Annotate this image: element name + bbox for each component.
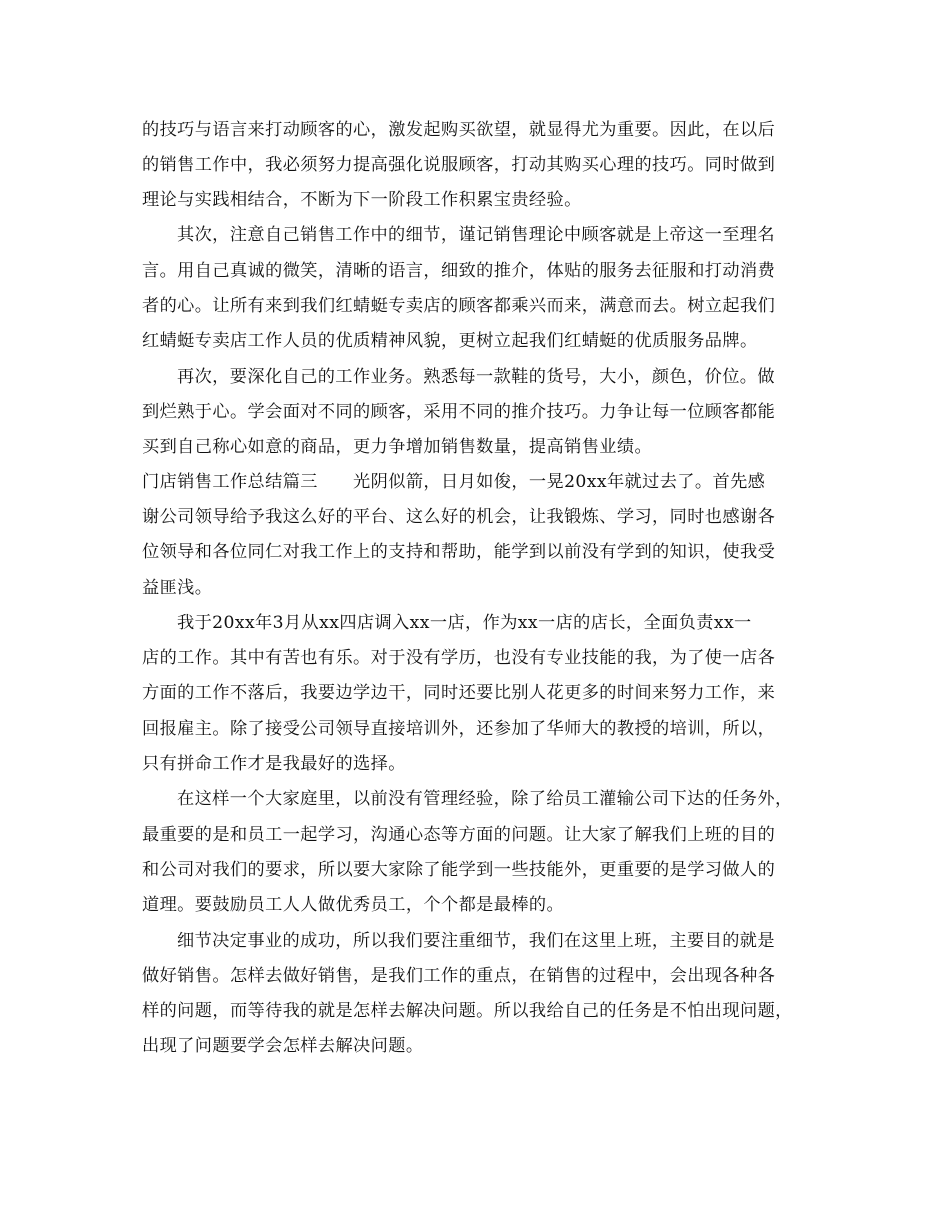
text-line: 位领导和各位同仁对我工作上的支持和帮助，能学到以前没有学到的知识，使我受 <box>142 542 776 562</box>
text-line: 最重要的是和员工一起学习，沟通心态等方面的问题。让大家了解我们上班的目的 <box>142 825 776 845</box>
text-line: 到烂熟于心。学会面对不同的顾客，采用不同的推介技巧。力争让每一位顾客都能 <box>142 402 776 422</box>
text-line: 样的问题，而等待我的就是怎样去解决问题。所以我给自己的任务是不怕出现问题， <box>142 1001 793 1021</box>
text-line: 红蜻蜓专卖店工作人员的优质精神风貌，更树立起我们红蜻蜓的优质服务品牌。 <box>142 331 758 351</box>
text-line: 者的心。让所有来到我们红蜻蜓专卖店的顾客都乘兴而来，满意而去。树立起我们 <box>142 296 776 316</box>
text-line: 店的工作。其中有苦也有乐。对于没有学历，也没有专业技能的我，为了使一店各 <box>142 648 776 668</box>
text-line: 谢公司领导给予我这么好的平台、这么好的机会，让我锻炼、学习，同时也感谢各 <box>142 507 776 527</box>
text-line: 的销售工作中，我必须努力提高强化说服顾客，打动其购买心理的技巧。同时做到 <box>142 155 776 175</box>
text-line: 言。用自己真诚的微笑，清晰的语言，细致的推介，体贴的服务去征服和打动消费 <box>142 261 776 281</box>
text-line: 益匪浅。 <box>142 578 213 598</box>
text-line: 细节决定事业的成功，所以我们要注重细节，我们在这里上班，主要目的就是 <box>177 931 775 951</box>
text-line: 回报雇主。除了接受公司领导直接培训外，还参加了华师大的教授的培训，所以， <box>142 719 776 739</box>
text-line: 在这样一个大家庭里，以前没有管理经验，除了给员工灌输公司下达的任务外， <box>177 789 793 809</box>
text-line: 和公司对我们的要求，所以要大家除了能学到一些技能外，更重要的是学习做人的 <box>142 860 776 880</box>
text-line: 我于20xx年3月从xx四店调入xx一店，作为xx一店的店长，全面负责xx一 <box>177 613 752 633</box>
text-line: 方面的工作不落后，我要边学边干，同时还要比别人花更多的时间来努力工作，来 <box>142 683 776 703</box>
text-line: 做好销售。怎样去做好销售，是我们工作的重点，在销售的过程中，会出现各种各 <box>142 966 776 986</box>
text-line: 买到自己称心如意的商品，更力争增加销售数量，提高销售业绩。 <box>142 437 653 457</box>
text-line: 出现了问题要学会怎样去解决问题。 <box>142 1036 424 1056</box>
text-line: 其次，注意自己销售工作中的细节，谨记销售理论中顾客就是上帝这一至理名 <box>177 225 775 245</box>
text-line: 道理。要鼓励员工人人做优秀员工，个个都是最棒的。 <box>142 895 565 915</box>
text-line: 的技巧与语言来打动顾客的心，激发起购买欲望，就显得尤为重要。因此，在以后 <box>142 120 776 140</box>
section-heading-line: 门店销售工作总结篇三 光阴似箭，日月如俊，一晃20xx年就过去了。首先感 <box>142 472 766 492</box>
text-line: 再次，要深化自己的工作业务。熟悉每一款鞋的货号，大小，颜色，价位。做 <box>177 367 775 387</box>
text-line: 只有拼命工作才是我最好的选择。 <box>142 754 406 774</box>
text-line: 理论与实践相结合，不断为下一阶段工作积累宝贵经验。 <box>142 190 582 210</box>
